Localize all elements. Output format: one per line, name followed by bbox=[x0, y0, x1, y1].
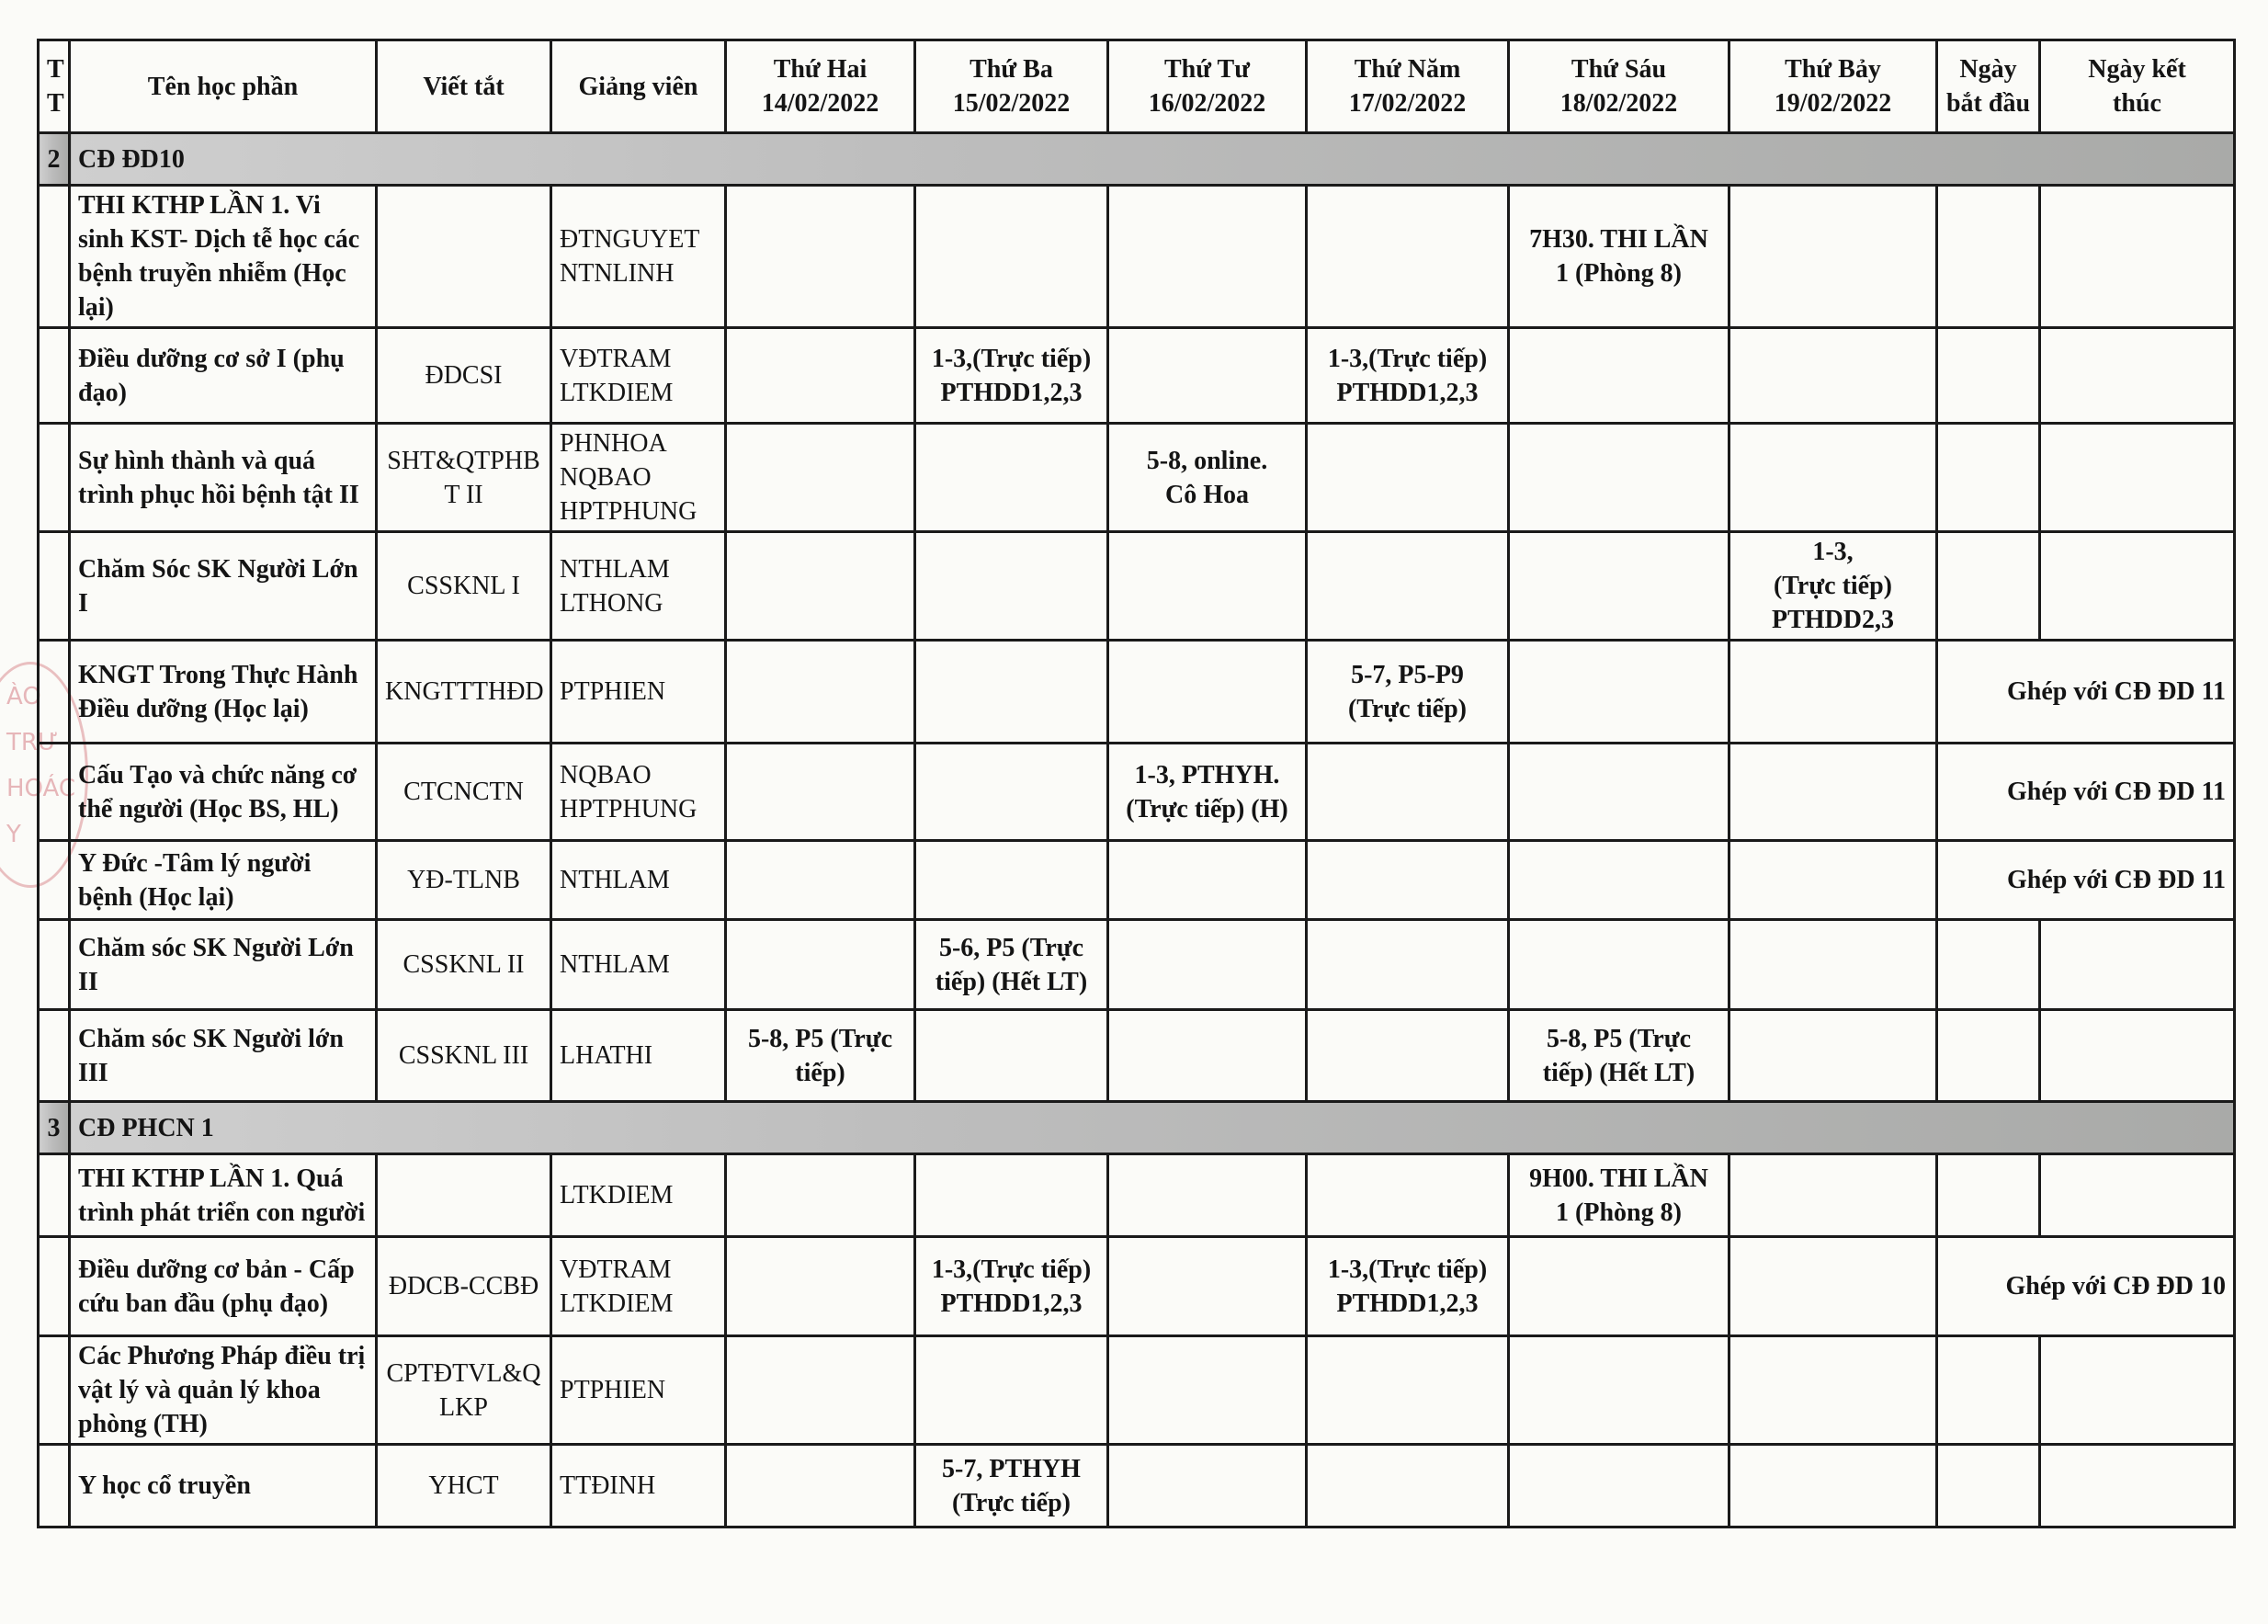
header-abbr: Viết tắt bbox=[377, 40, 551, 133]
day-cell: 1-3, (Trực tiếp) PTHDD2,3 bbox=[1729, 532, 1937, 641]
day-cell bbox=[1509, 1336, 1729, 1445]
day-cell: 7H30. THI LẦN 1 (Phòng 8) bbox=[1509, 186, 1729, 328]
lecturer: NTHLAM bbox=[551, 920, 726, 1010]
day-cell bbox=[726, 424, 915, 532]
start-date bbox=[1937, 1010, 2040, 1102]
day-cell bbox=[1729, 641, 1937, 744]
day-cell: 5-8, online. Cô Hoa bbox=[1108, 424, 1307, 532]
course-abbr: ĐDCSI bbox=[377, 328, 551, 424]
lecturer: PTPHIEN bbox=[551, 641, 726, 744]
header-tt: T T bbox=[39, 40, 70, 133]
row-tt bbox=[39, 328, 70, 424]
header-day-tue bbox=[915, 40, 1108, 133]
lecturer: NTHLAM LTHONG bbox=[551, 532, 726, 641]
day-cell bbox=[1108, 641, 1307, 744]
merged-note: Ghép với CĐ ĐD 11 bbox=[1937, 744, 2235, 841]
header-day-sat bbox=[1729, 40, 1937, 133]
day-cell: 5-7, P5-P9 (Trực tiếp) bbox=[1307, 641, 1509, 744]
course-abbr: CSSKNL II bbox=[377, 920, 551, 1010]
day-cell: 1-3,(Trực tiếp) PTHDD1,2,3 bbox=[915, 328, 1108, 424]
row-tt bbox=[39, 841, 70, 920]
row-tt bbox=[39, 641, 70, 744]
day-cell bbox=[1729, 841, 1937, 920]
course-row bbox=[39, 1154, 2235, 1237]
day-cell bbox=[1307, 1154, 1509, 1237]
start-date bbox=[1937, 424, 2040, 532]
day-cell bbox=[726, 1445, 915, 1527]
day-name: Thứ Hai bbox=[773, 55, 868, 84]
schedule-table bbox=[37, 39, 2236, 1528]
course-name: THI KTHP LẦN 1. Quá trình phát triển con người bbox=[70, 1154, 377, 1237]
day-cell: 5-6, P5 (Trực tiếp) (Hết LT) bbox=[915, 920, 1108, 1010]
course-abbr: CTCNCTN bbox=[377, 744, 551, 841]
day-cell bbox=[915, 424, 1108, 532]
course-row bbox=[39, 841, 2235, 920]
day-cell bbox=[915, 841, 1108, 920]
day-cell bbox=[726, 841, 915, 920]
day-date: 15/02/2022 bbox=[952, 89, 1071, 118]
stamp-text-3: HOÁC bbox=[6, 775, 76, 802]
day-cell: 5-8, P5 (Trực tiếp) (Hết LT) bbox=[1509, 1010, 1729, 1102]
section-row bbox=[39, 1102, 2235, 1154]
header-day-mon bbox=[726, 40, 915, 133]
lecturer: LHATHI bbox=[551, 1010, 726, 1102]
course-name: Điều dưỡng cơ sở I (phụ đạo) bbox=[70, 328, 377, 424]
stamp-text-2: TRƯ bbox=[6, 729, 59, 756]
header-course: Tên học phần bbox=[70, 40, 377, 133]
day-cell bbox=[1108, 1010, 1307, 1102]
day-cell bbox=[1729, 920, 1937, 1010]
day-cell bbox=[726, 186, 915, 328]
course-row bbox=[39, 920, 2235, 1010]
stamp-text-4: Y bbox=[6, 821, 21, 848]
day-cell bbox=[726, 744, 915, 841]
course-name: Cấu Tạo và chức năng cơ thể người (Học BS, HL) bbox=[70, 744, 377, 841]
day-cell bbox=[1307, 920, 1509, 1010]
section-row bbox=[39, 133, 2235, 186]
day-date: 16/02/2022 bbox=[1148, 89, 1266, 118]
lecturer: LTKDIEM bbox=[551, 1154, 726, 1237]
row-tt bbox=[39, 920, 70, 1010]
day-cell bbox=[1509, 841, 1729, 920]
course-abbr: CPTĐTVL&Q LKP bbox=[377, 1336, 551, 1445]
course-row bbox=[39, 1336, 2235, 1445]
end-date bbox=[2040, 186, 2235, 328]
start-date bbox=[1937, 1154, 2040, 1237]
lecturer: TTĐINH bbox=[551, 1445, 726, 1527]
day-cell bbox=[1729, 424, 1937, 532]
day-cell bbox=[1307, 1336, 1509, 1445]
day-cell bbox=[915, 1336, 1108, 1445]
merged-note: Ghép với CĐ ĐD 10 bbox=[1937, 1237, 2235, 1336]
day-cell: 1-3,(Trực tiếp) PTHDD1,2,3 bbox=[1307, 328, 1509, 424]
day-cell bbox=[1509, 744, 1729, 841]
end-date bbox=[2040, 1445, 2235, 1527]
day-cell bbox=[1729, 1336, 1937, 1445]
day-cell bbox=[915, 532, 1108, 641]
day-cell bbox=[1509, 920, 1729, 1010]
day-name: Thứ Sáu bbox=[1571, 55, 1667, 84]
day-cell bbox=[1307, 1445, 1509, 1527]
course-row bbox=[39, 641, 2235, 744]
course-row bbox=[39, 328, 2235, 424]
day-cell bbox=[726, 920, 915, 1010]
day-cell: 1-3,(Trực tiếp) PTHDD1,2,3 bbox=[915, 1237, 1108, 1336]
lecturer: NTHLAM bbox=[551, 841, 726, 920]
day-name: Thứ Tư bbox=[1163, 55, 1251, 84]
day-cell bbox=[1509, 532, 1729, 641]
end-date bbox=[2040, 328, 2235, 424]
start-date bbox=[1937, 1445, 2040, 1527]
day-cell bbox=[1729, 186, 1937, 328]
header-day-wed bbox=[1108, 40, 1307, 133]
header-day-fri bbox=[1509, 40, 1729, 133]
day-cell bbox=[915, 186, 1108, 328]
day-cell bbox=[915, 641, 1108, 744]
header-end: Ngày kết thúc bbox=[2040, 40, 2235, 133]
day-cell: 5-7, PTHYH (Trực tiếp) bbox=[915, 1445, 1108, 1527]
header-row bbox=[39, 40, 2235, 133]
end-date bbox=[2040, 1010, 2235, 1102]
day-cell bbox=[1108, 920, 1307, 1010]
day-cell: 1-3, PTHYH. (Trực tiếp) (H) bbox=[1108, 744, 1307, 841]
course-abbr: KNGTTTHĐD bbox=[377, 641, 551, 744]
day-cell bbox=[1729, 744, 1937, 841]
day-cell bbox=[1108, 1445, 1307, 1527]
lecturer: PHNHOA NQBAO HPTPHUNG bbox=[551, 424, 726, 532]
day-cell bbox=[1729, 1237, 1937, 1336]
course-row bbox=[39, 1237, 2235, 1336]
start-date bbox=[1937, 532, 2040, 641]
day-cell bbox=[1307, 1010, 1509, 1102]
course-name: KNGT Trong Thực Hành Điều dưỡng (Học lại) bbox=[70, 641, 377, 744]
day-cell bbox=[1307, 841, 1509, 920]
day-cell bbox=[726, 1336, 915, 1445]
course-row bbox=[39, 532, 2235, 641]
day-cell bbox=[1307, 744, 1509, 841]
course-name: Chăm sóc SK Người lớn III bbox=[70, 1010, 377, 1102]
course-name: Sự hình thành và quá trình phục hồi bệnh tật II bbox=[70, 424, 377, 532]
day-cell bbox=[1108, 841, 1307, 920]
row-tt bbox=[39, 1445, 70, 1527]
row-tt bbox=[39, 186, 70, 328]
day-cell bbox=[1509, 1445, 1729, 1527]
day-date: 19/02/2022 bbox=[1774, 89, 1892, 118]
day-cell bbox=[1108, 532, 1307, 641]
day-cell bbox=[726, 1237, 915, 1336]
row-tt bbox=[39, 424, 70, 532]
day-name: Thứ Năm bbox=[1354, 55, 1461, 84]
lecturer: VĐTRAM LTKDIEM bbox=[551, 328, 726, 424]
day-name: Thứ Ba bbox=[970, 55, 1053, 84]
stamp-text-1: ÀO bbox=[6, 683, 41, 710]
section-title: CĐ ĐD10 bbox=[70, 133, 2235, 186]
header-lecturer: Giảng viên bbox=[551, 40, 726, 133]
lecturer: ĐTNGUYET NTNLINH bbox=[551, 186, 726, 328]
schedule-body bbox=[39, 133, 2235, 1527]
day-cell bbox=[915, 1154, 1108, 1237]
day-cell bbox=[915, 1010, 1108, 1102]
course-name: Chăm sóc SK Người Lớn II bbox=[70, 920, 377, 1010]
day-cell bbox=[1307, 532, 1509, 641]
day-cell bbox=[1509, 328, 1729, 424]
row-tt bbox=[39, 1154, 70, 1237]
course-abbr: YĐ-TLNB bbox=[377, 841, 551, 920]
course-name: Y học cổ truyền bbox=[70, 1445, 377, 1527]
day-date: 18/02/2022 bbox=[1559, 89, 1678, 118]
course-name: Các Phương Pháp điều trị vật lý và quản lý khoa phòng (TH) bbox=[70, 1336, 377, 1445]
day-cell bbox=[1307, 186, 1509, 328]
course-abbr: CSSKNL I bbox=[377, 532, 551, 641]
day-cell bbox=[1729, 1154, 1937, 1237]
start-date bbox=[1937, 920, 2040, 1010]
section-number: 2 bbox=[39, 133, 70, 186]
day-cell bbox=[1509, 424, 1729, 532]
header-day-thu bbox=[1307, 40, 1509, 133]
merged-note: Ghép với CĐ ĐD 11 bbox=[1937, 641, 2235, 744]
end-date bbox=[2040, 1336, 2235, 1445]
end-date bbox=[2040, 532, 2235, 641]
course-name: Chăm Sóc SK Người Lớn I bbox=[70, 532, 377, 641]
day-cell bbox=[1108, 186, 1307, 328]
day-cell bbox=[1307, 424, 1509, 532]
end-date bbox=[2040, 424, 2235, 532]
day-cell bbox=[726, 328, 915, 424]
day-cell: 9H00. THI LẦN 1 (Phòng 8) bbox=[1509, 1154, 1729, 1237]
day-cell bbox=[915, 744, 1108, 841]
row-tt bbox=[39, 1336, 70, 1445]
day-cell bbox=[726, 641, 915, 744]
lecturer: PTPHIEN bbox=[551, 1336, 726, 1445]
day-date: 14/02/2022 bbox=[761, 89, 879, 118]
course-abbr: YHCT bbox=[377, 1445, 551, 1527]
section-number: 3 bbox=[39, 1102, 70, 1154]
day-cell: 1-3,(Trực tiếp) PTHDD1,2,3 bbox=[1307, 1237, 1509, 1336]
schedule-sheet bbox=[37, 39, 2233, 1528]
day-name: Thứ Bảy bbox=[1785, 55, 1881, 84]
course-row bbox=[39, 744, 2235, 841]
day-cell bbox=[726, 1154, 915, 1237]
lecturer: VĐTRAM LTKDIEM bbox=[551, 1237, 726, 1336]
day-cell bbox=[1509, 641, 1729, 744]
row-tt bbox=[39, 744, 70, 841]
merged-note: Ghép với CĐ ĐD 11 bbox=[1937, 841, 2235, 920]
row-tt bbox=[39, 1010, 70, 1102]
day-cell: 5-8, P5 (Trực tiếp) bbox=[726, 1010, 915, 1102]
row-tt bbox=[39, 1237, 70, 1336]
course-row bbox=[39, 186, 2235, 328]
course-row bbox=[39, 424, 2235, 532]
course-abbr bbox=[377, 186, 551, 328]
start-date bbox=[1937, 1336, 2040, 1445]
day-cell bbox=[1108, 1336, 1307, 1445]
course-abbr: CSSKNL III bbox=[377, 1010, 551, 1102]
header-start: Ngày bắt đầu bbox=[1937, 40, 2040, 133]
course-name: Y Đức -Tâm lý người bệnh (Học lại) bbox=[70, 841, 377, 920]
day-cell bbox=[1509, 1237, 1729, 1336]
row-tt bbox=[39, 532, 70, 641]
day-cell bbox=[1108, 1154, 1307, 1237]
day-cell bbox=[1729, 1445, 1937, 1527]
day-cell bbox=[1108, 1237, 1307, 1336]
course-row bbox=[39, 1445, 2235, 1527]
end-date bbox=[2040, 920, 2235, 1010]
day-cell bbox=[1108, 328, 1307, 424]
course-name: Điều dưỡng cơ bản - Cấp cứu ban đầu (phụ đạo) bbox=[70, 1237, 377, 1336]
end-date bbox=[2040, 1154, 2235, 1237]
day-date: 17/02/2022 bbox=[1348, 89, 1467, 118]
course-abbr: ĐDCB-CCBĐ bbox=[377, 1237, 551, 1336]
course-abbr bbox=[377, 1154, 551, 1237]
lecturer: NQBAO HPTPHUNG bbox=[551, 744, 726, 841]
start-date bbox=[1937, 328, 2040, 424]
day-cell bbox=[1729, 1010, 1937, 1102]
course-abbr: SHT&QTPHB T II bbox=[377, 424, 551, 532]
section-title: CĐ PHCN 1 bbox=[70, 1102, 2235, 1154]
day-cell bbox=[726, 532, 915, 641]
course-name: THI KTHP LẦN 1. Vi sinh KST- Dịch tễ học các bệnh truyền nhiễm (Học lại) bbox=[70, 186, 377, 328]
start-date bbox=[1937, 186, 2040, 328]
day-cell bbox=[1729, 328, 1937, 424]
course-row bbox=[39, 1010, 2235, 1102]
